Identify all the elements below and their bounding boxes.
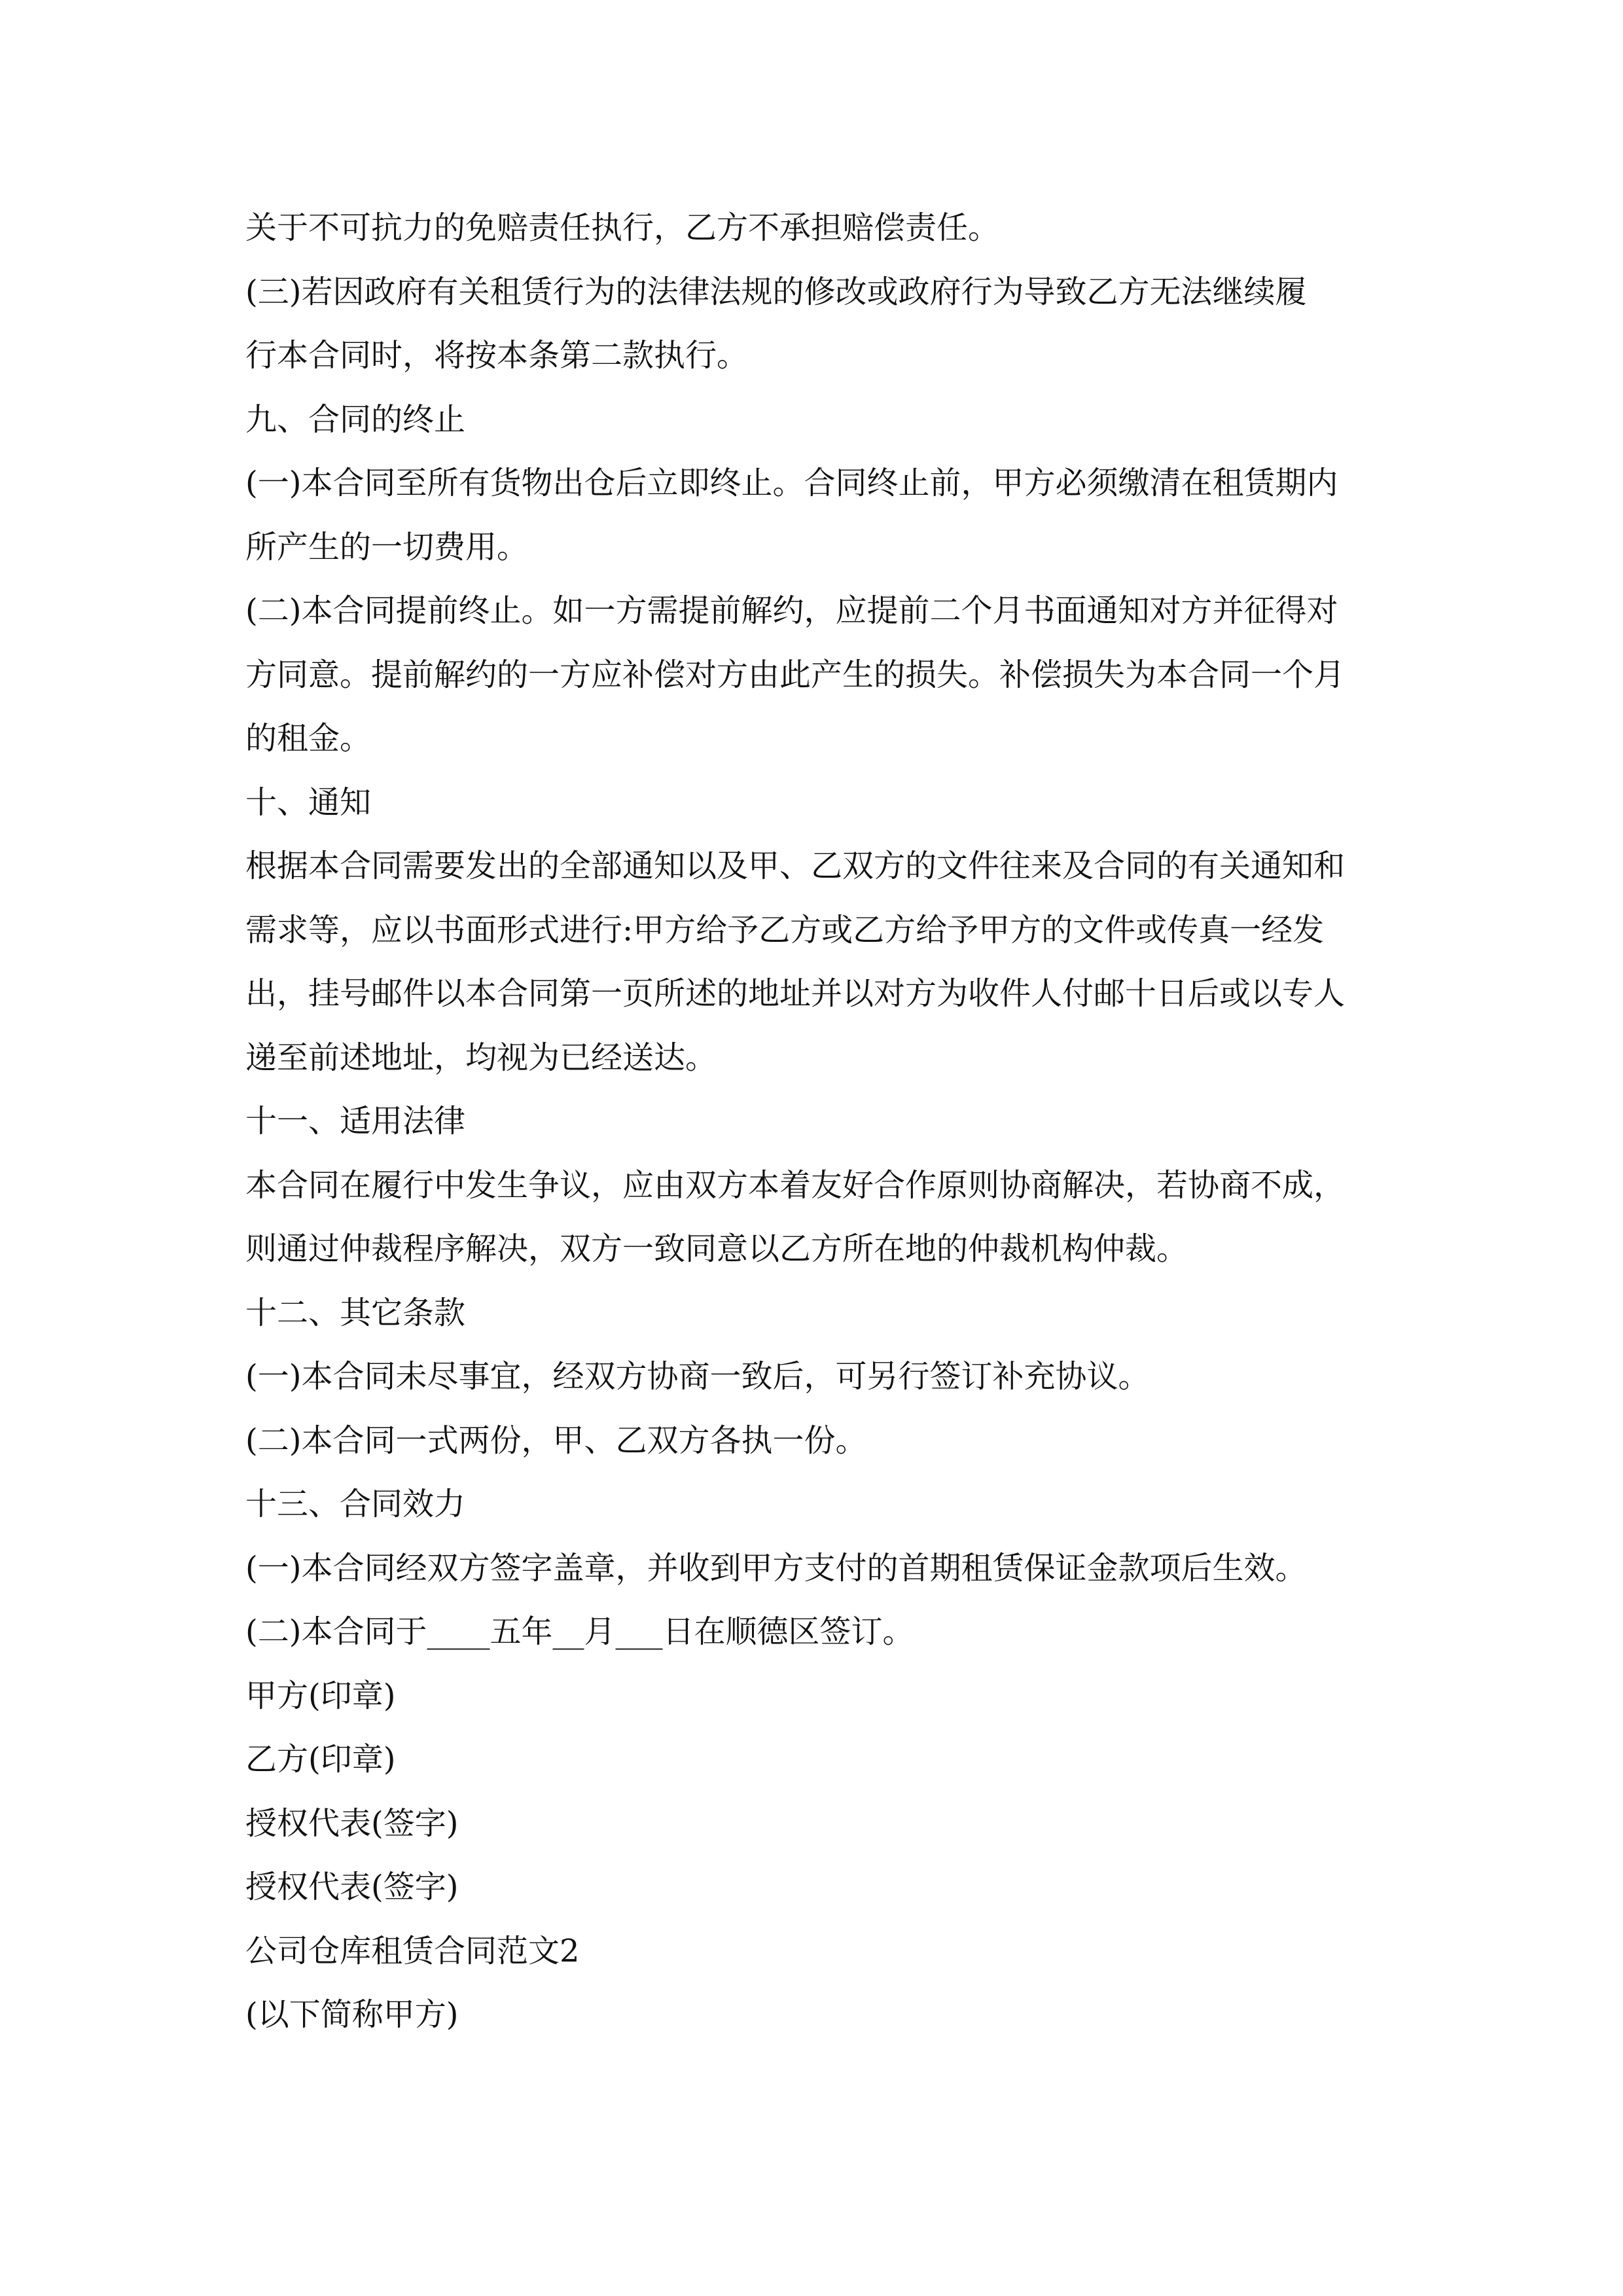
text-line: (二)本合同一式两份，甲、乙双方各执一份。 xyxy=(245,1422,867,1459)
text-line: (一)本合同未尽事宜，经双方协商一致后，可另行签订补充协议。 xyxy=(245,1358,1150,1395)
signature-line-party-b: 乙方(印章) xyxy=(245,1741,396,1778)
document-subtitle: 公司仓库租赁合同范文2 xyxy=(245,1932,580,1969)
text-line: 方同意。提前解约的一方应补偿对方由此产生的损失。补偿损失为本合同一个月 xyxy=(245,656,1346,693)
text-line: 行本合同时，将按本条第二款执行。 xyxy=(245,337,749,374)
document-body xyxy=(245,196,1404,2047)
text-line: (一)本合同经双方签字盖章，并收到甲方支付的首期租赁保证金款项后生效。 xyxy=(245,1549,1307,1587)
text-line: (二)本合同提前终止。如一方需提前解约，应提前二个月书面通知对方并征得对 xyxy=(245,592,1338,629)
section-heading: 十、通知 xyxy=(245,783,372,821)
text-line: (三)若因政府有关租赁行为的法律法规的修改或政府行为导致乙方无法继续履 xyxy=(245,273,1307,310)
section-heading: 十三、合同效力 xyxy=(245,1486,466,1522)
text-line: 则通过仲裁程序解决，双方一致同意以乙方所在地的仲裁机构仲裁。 xyxy=(245,1230,1188,1267)
text-line: 所产生的一切费用。 xyxy=(245,528,529,565)
text-line: (二)本合同于____五年__月___日在顺德区签订。 xyxy=(245,1613,914,1650)
signature-line-representative: 授权代表(签字) xyxy=(245,1804,459,1842)
section-heading: 九、合同的终止 xyxy=(245,401,466,438)
text-line: 递至前述地址，均视为已经送达。 xyxy=(245,1039,717,1076)
text-line: (一)本合同至所有货物出仓后立即终止。合同终止前，甲方必须缴清在租赁期内 xyxy=(245,465,1338,501)
text-line: 根据本合同需要发出的全部通知以及甲、乙双方的文件往来及合同的有关通知和 xyxy=(245,848,1346,884)
section-heading: 十二、其它条款 xyxy=(245,1294,466,1331)
text-line: 的租金。 xyxy=(245,720,372,757)
text-line: 关于不可抗力的免赔责任执行，乙方不承担赔偿责任。 xyxy=(245,209,1000,246)
signature-line-party-a: 甲方(印章) xyxy=(245,1677,396,1714)
text-line: (以下简称甲方) xyxy=(245,1996,459,2033)
signature-line-representative: 授权代表(签字) xyxy=(245,1869,459,1905)
text-line: 本合同在履行中发生争议，应由双方本着友好合作原则协商解决，若协商不成， xyxy=(245,1166,1346,1204)
text-line: 需求等，应以书面形式进行:甲方给予乙方或乙方给予甲方的文件或传真一经发 xyxy=(245,911,1325,948)
text-line: 出，挂号邮件以本合同第一页所述的地址并以对方为收件人付邮十日后或以专人 xyxy=(245,975,1346,1012)
section-heading: 十一、适用法律 xyxy=(245,1103,466,1139)
